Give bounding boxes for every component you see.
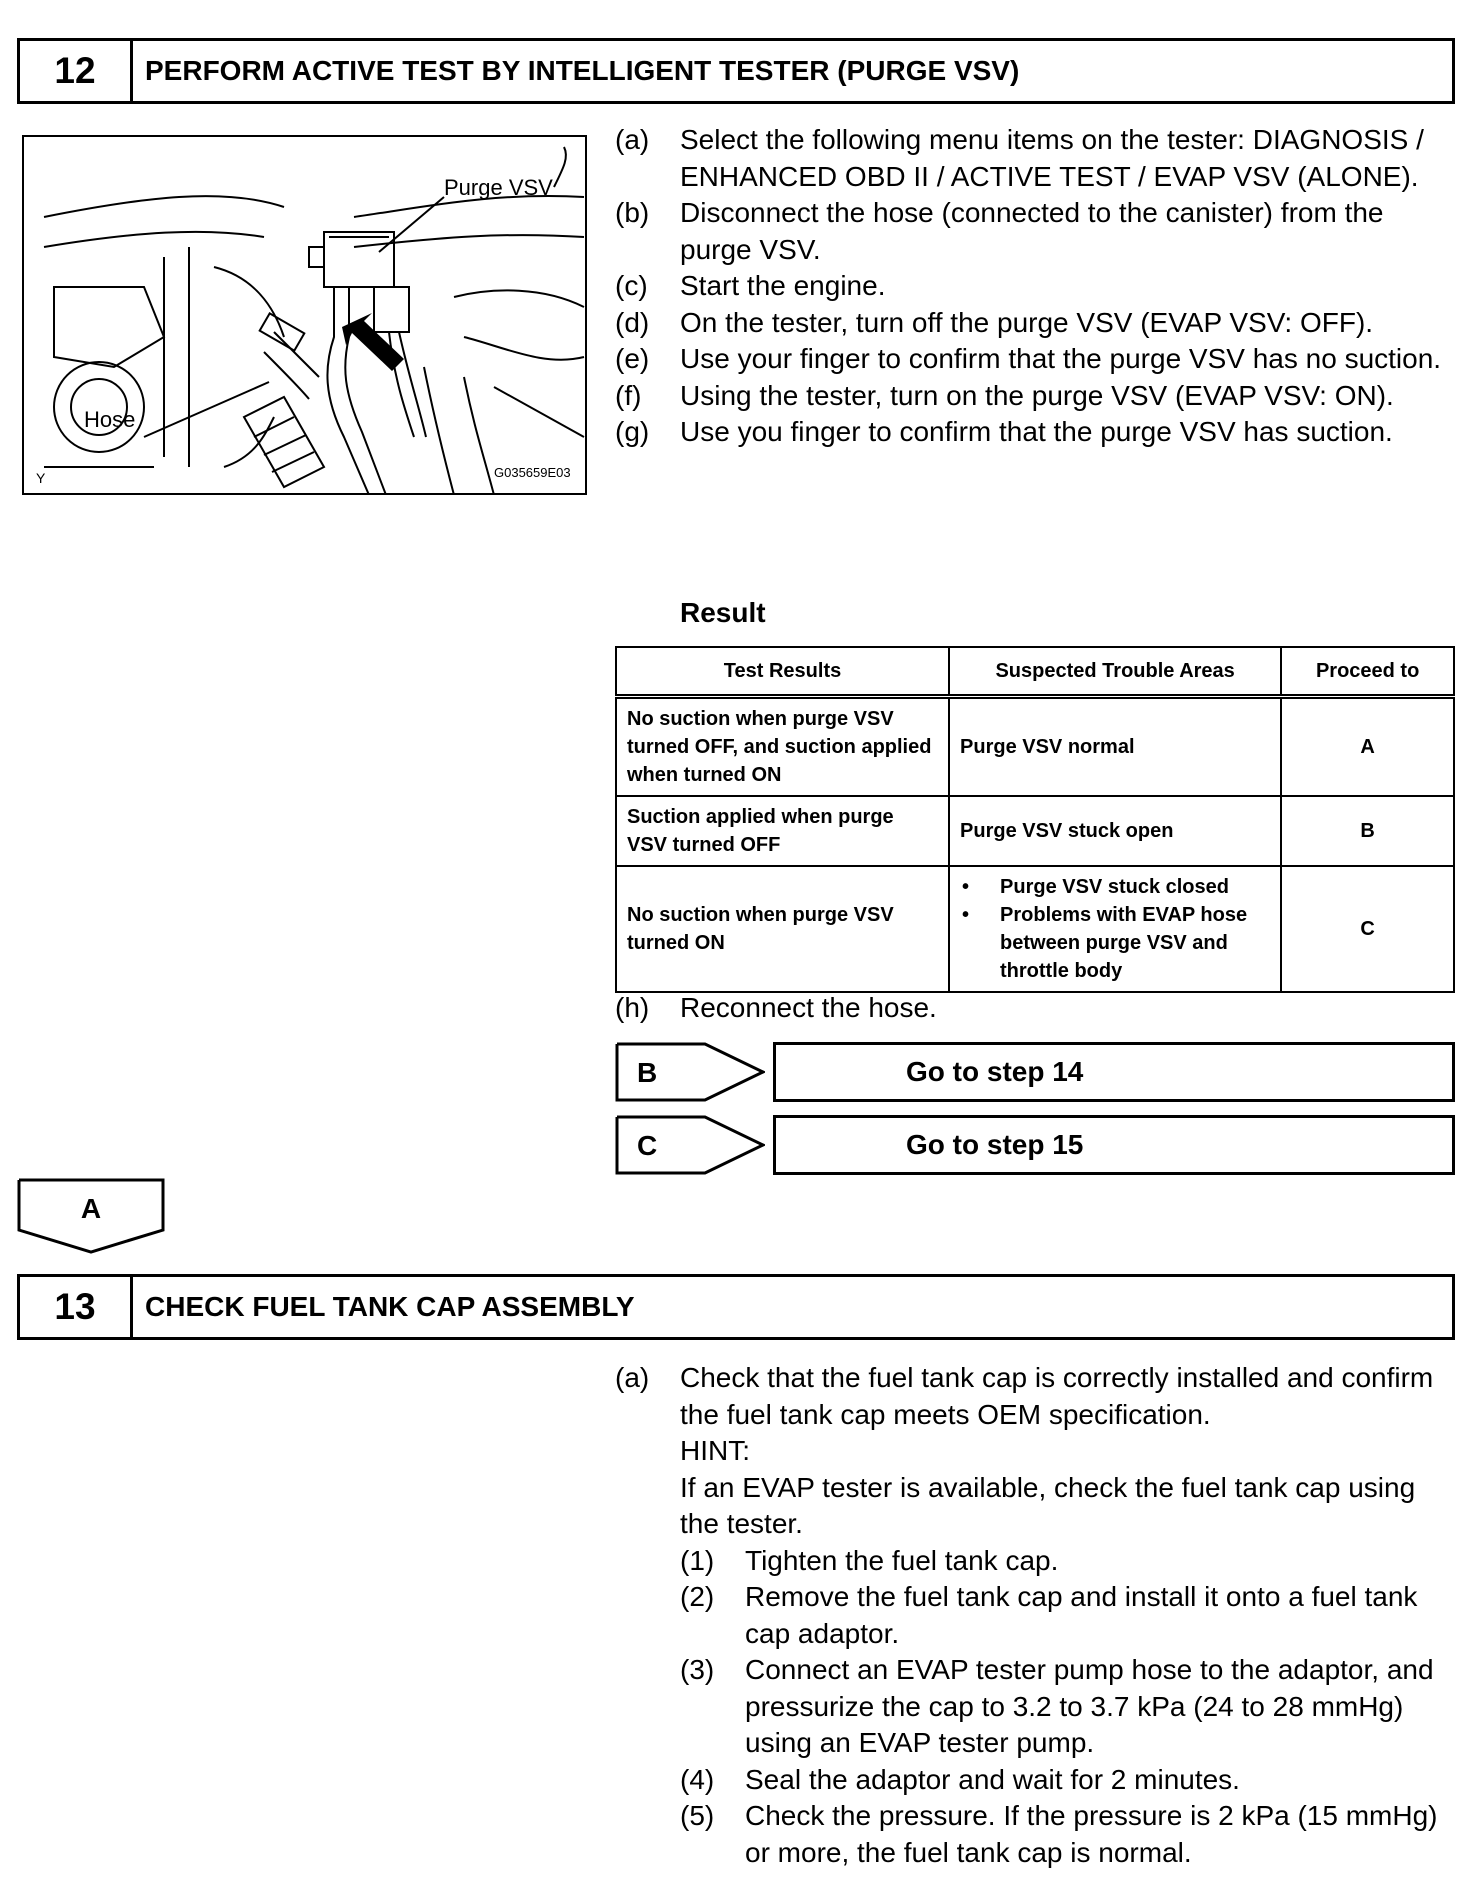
instruction-item: [615, 990, 1455, 1027]
item-text: Use you finger to confirm that the purge VSV has suction.: [680, 416, 1393, 447]
step-number: 13: [20, 1277, 133, 1337]
instruction-item: [615, 341, 1455, 378]
item-label: (f): [615, 379, 642, 411]
step-13-header: [17, 1274, 1455, 1340]
instruction-item: [615, 414, 1455, 451]
step-number: 12: [20, 41, 133, 101]
hint-label: HINT:: [680, 1435, 750, 1466]
item-text: Start the engine.: [680, 270, 886, 301]
sub-item: [680, 1762, 1455, 1799]
item-label: (e): [615, 343, 650, 374]
instruction-item: [615, 305, 1455, 342]
step-12-header: [17, 38, 1455, 104]
instruction-item: [615, 268, 1455, 305]
item-label: (a): [615, 124, 650, 155]
table-header-row: [616, 647, 1454, 697]
item-text: Check that the fuel tank cap is correctly installed and confirm the fuel tank cap meets OEM specification.: [680, 1362, 1434, 1430]
cell-result: Suction applied when purge VSV turned OFF: [616, 796, 949, 866]
item-label: (c): [615, 270, 648, 301]
item-label: (g): [615, 416, 650, 447]
sub-item-text: Remove the fuel tank cap and install it onto a fuel tank cap adaptor.: [745, 1581, 1418, 1649]
item-label: (b): [615, 197, 650, 228]
sub-item-text: Check the pressure. If the pressure is 2 kPa (15 mmHg) or more, the fuel tank cap is normal.: [745, 1800, 1438, 1868]
sub-item-label: (3): [680, 1654, 715, 1685]
item-body: [680, 1360, 1455, 1871]
results-table: [615, 646, 1455, 993]
cell-areas: Purge VSV stuck open: [949, 796, 1281, 866]
sub-item: [680, 1579, 1455, 1652]
item-text: Use your finger to confirm that the purge VSV has no suction.: [680, 343, 1442, 374]
item-text: Disconnect the hose (connected to the canister) from the purge VSV.: [680, 197, 1384, 265]
sub-item: [680, 1543, 1455, 1580]
cell-result: No suction when purge VSV turned ON: [616, 866, 949, 992]
item-text: Reconnect the hose.: [680, 992, 937, 1023]
sub-item-label: (1): [680, 1544, 715, 1576]
badge-b: [615, 1042, 765, 1102]
engine-illustration: [24, 137, 587, 495]
sub-item-label: (2): [680, 1581, 715, 1612]
result-title: Result: [680, 597, 766, 628]
sub-item: [680, 1652, 1455, 1762]
hint-text: If an EVAP tester is available, check the fuel tank cap using the tester.: [680, 1471, 1416, 1539]
badge-c: [615, 1115, 765, 1175]
sub-item-label: (5): [680, 1800, 715, 1831]
step-13-instructions: [615, 1360, 1455, 1871]
areas-list: [960, 873, 1270, 985]
item-text: Using the tester, turn on the purge VSV (EVAP VSV: ON).: [680, 379, 1394, 411]
instruction-item: [615, 195, 1455, 268]
figure-code: G035659E03: [494, 465, 571, 480]
item-label: (d): [615, 306, 650, 338]
table-row: [616, 697, 1454, 797]
corner-mark: Y: [36, 470, 46, 486]
header-test-results: Test Results: [616, 647, 949, 697]
label-purge-vsv: Purge VSV: [444, 175, 553, 200]
step-12-instructions: [615, 122, 1455, 451]
list-item: • Purge VSV stuck closed: [960, 873, 1270, 901]
item-label: (h): [615, 992, 650, 1023]
badge-letter: A: [80, 1193, 102, 1224]
instruction-item: [615, 1360, 1455, 1871]
sub-item-text: Seal the adaptor and wait for 2 minutes.: [745, 1763, 1240, 1795]
go-to-step-15-box: Go to step 15: [773, 1115, 1455, 1175]
step-12-item-h: [615, 990, 1455, 1027]
badge-a: [17, 1178, 165, 1254]
cell-proceed: B: [1281, 796, 1454, 866]
cell-areas: Purge VSV normal: [949, 697, 1281, 797]
purge-vsv-figure: [22, 135, 587, 495]
instruction-item: [615, 378, 1455, 415]
header-suspected-areas: Suspected Trouble Areas: [949, 647, 1281, 697]
item-label: (a): [615, 1362, 650, 1393]
item-text: On the tester, turn off the purge VSV (EVAP VSV: OFF).: [680, 306, 1374, 338]
badge-letter: B: [637, 1057, 658, 1088]
sub-item-text: Tighten the fuel tank cap.: [745, 1544, 1059, 1576]
sub-item-text: Connect an EVAP tester pump hose to the adaptor, and pressurize the cap to 3.2 to 3.7 kPa (24 to 28 mmHg) using an EVAP tester pump.: [745, 1654, 1434, 1758]
cell-proceed: C: [1281, 866, 1454, 992]
sub-item: [680, 1798, 1455, 1871]
go-to-step-14-box: Go to step 14: [773, 1042, 1455, 1102]
step-title: PERFORM ACTIVE TEST BY INTELLIGENT TESTER (PURGE VSV): [145, 55, 1020, 86]
list-item: • Problems with EVAP hose between purge VSV and throttle body: [960, 901, 1270, 985]
item-text: Select the following menu items on the tester: DIAGNOSIS / ENHANCED OBD II / ACTIVE TEST / EVAP VSV (ALONE).: [680, 124, 1424, 192]
label-hose: Hose: [84, 407, 136, 432]
table-row: [616, 866, 1454, 992]
cell-areas: [949, 866, 1281, 992]
badge-letter: C: [637, 1130, 658, 1161]
cell-result: No suction when purge VSV turned OFF, and suction applied when turned ON: [616, 697, 949, 797]
cell-proceed: A: [1281, 697, 1454, 797]
instruction-item: [615, 122, 1455, 195]
sub-item-label: (4): [680, 1763, 715, 1795]
step-title: CHECK FUEL TANK CAP ASSEMBLY: [145, 1291, 635, 1322]
header-proceed-to: Proceed to: [1281, 647, 1454, 697]
table-row: [616, 796, 1454, 866]
